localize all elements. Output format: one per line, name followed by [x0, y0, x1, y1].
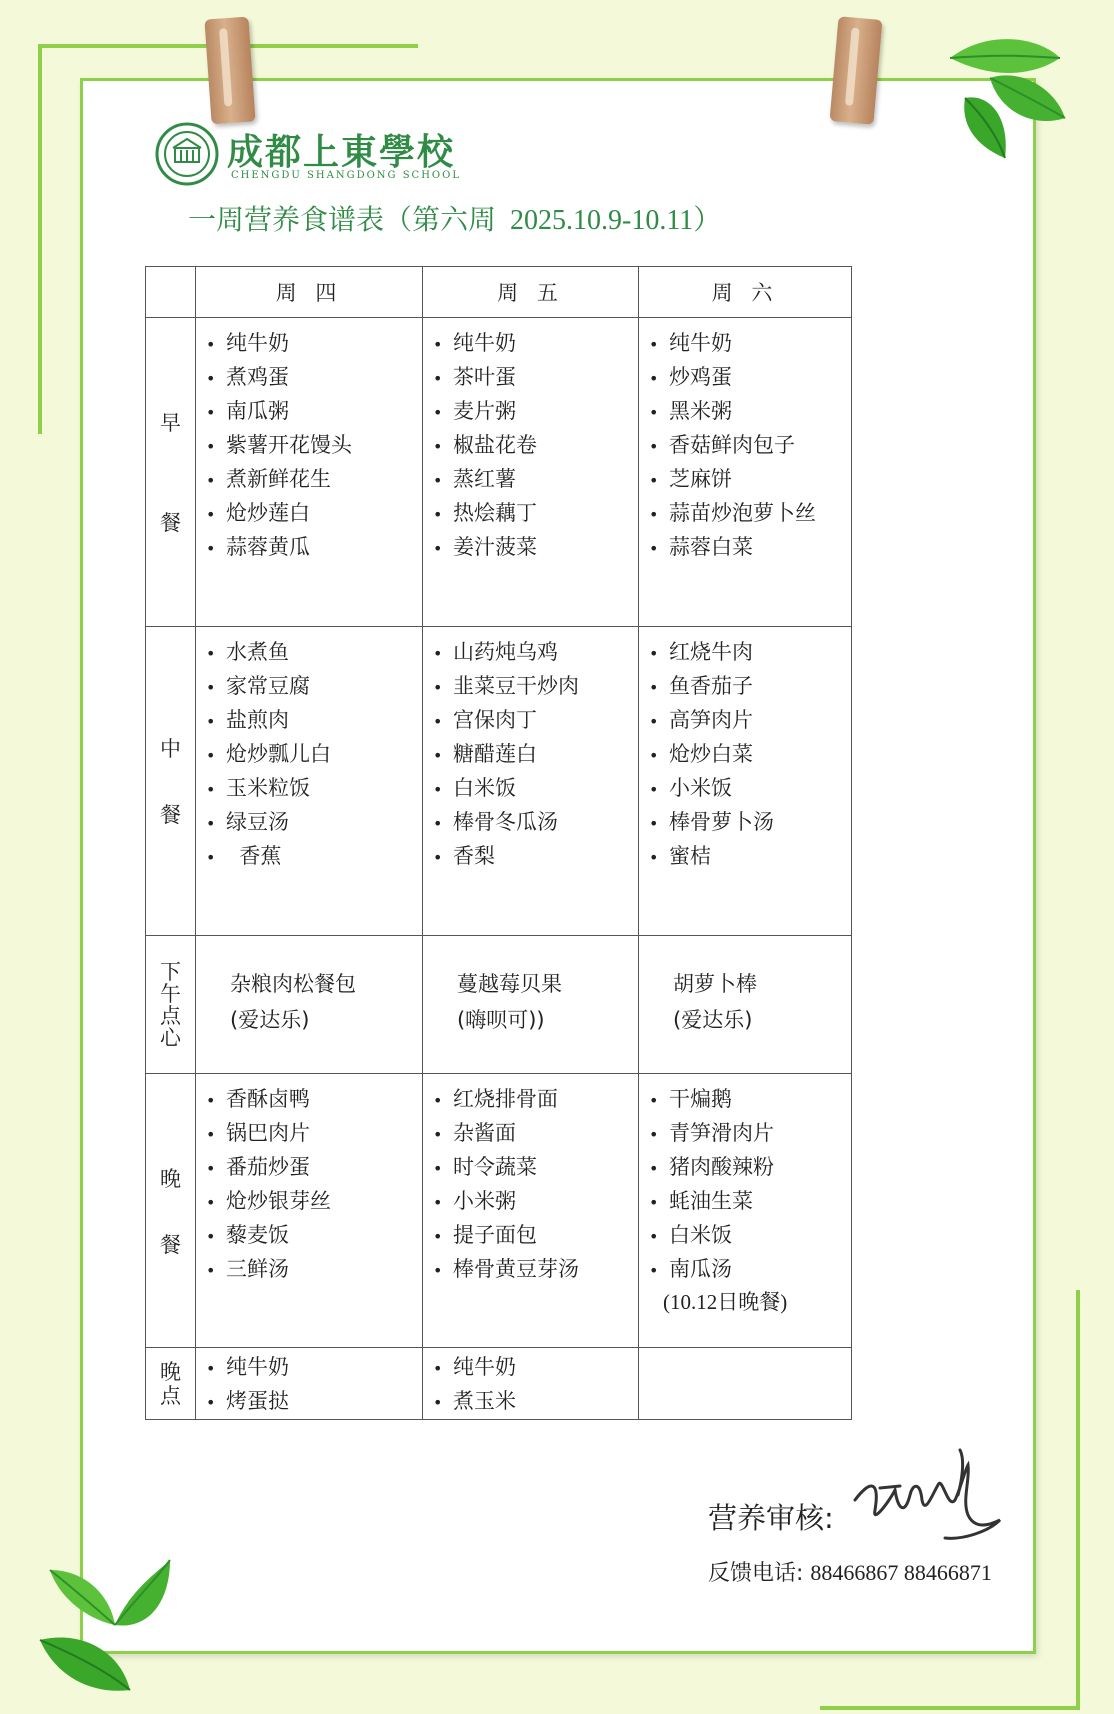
- review-label: 营养审核:: [708, 1501, 834, 1535]
- menu-item: • 纯牛奶: [206, 326, 422, 360]
- menu-item: • 香蕉: [206, 839, 422, 873]
- meal-row-lunch: [146, 627, 852, 936]
- menu-cell: [423, 1348, 639, 1420]
- menu-item: • 煮鸡蛋: [206, 360, 422, 394]
- dinner-date-note: (10.12日晚餐): [663, 1290, 788, 1314]
- menu-item: • 番茄炒蛋: [206, 1150, 422, 1184]
- menu-cell: [639, 1074, 852, 1348]
- menu-cell: [423, 318, 639, 627]
- menu-item: • 炝炒白菜: [649, 737, 851, 771]
- menu-item: • 三鲜汤: [206, 1252, 422, 1286]
- menu-item: • 炒鸡蛋: [649, 360, 851, 394]
- school-name-cn: 成都上東學校: [227, 131, 456, 173]
- menu-cell: [196, 627, 423, 936]
- menu-item: • 鱼香茄子: [649, 669, 851, 703]
- menu-item: • 韭菜豆干炒肉: [433, 669, 638, 703]
- menu-table: [145, 266, 852, 1420]
- menu-item: • 炝炒瓢儿白: [206, 737, 422, 771]
- snack-brand: (爱达乐): [673, 1008, 753, 1032]
- menu-item: • 家常豆腐: [206, 669, 422, 703]
- menu-item: • 蚝油生菜: [649, 1184, 851, 1218]
- meal-row-dinner: [146, 1074, 852, 1348]
- menu-item: • 糖醋莲白: [433, 737, 638, 771]
- day-header: 周 四: [196, 267, 423, 318]
- menu-item: • 山药炖乌鸡: [433, 635, 638, 669]
- menu-item: • 煮玉米: [433, 1384, 638, 1418]
- meal-row-late-snack: [146, 1348, 852, 1420]
- meal-label: 点: [160, 1383, 181, 1408]
- nutrition-review: [708, 1496, 834, 1537]
- paper-clip-left: [204, 17, 255, 125]
- meal-label: 早: [160, 411, 181, 435]
- meal-row-breakfast: [146, 318, 852, 627]
- menu-item: • 香梨: [433, 839, 638, 873]
- menu-item: • 杂酱面: [433, 1116, 638, 1150]
- menu-item: • 提子面包: [433, 1218, 638, 1252]
- leaf-bottom-left-icon: [20, 1530, 180, 1700]
- snack-item: 杂粮肉松餐包: [230, 972, 356, 996]
- title-main: 一周营养食谱表（第六周: [188, 203, 497, 236]
- school-logo: [155, 122, 461, 186]
- menu-item: • 香菇鲜肉包子: [649, 428, 851, 462]
- meal-label-cell: [146, 318, 196, 627]
- menu-item: • 芝麻饼: [649, 462, 851, 496]
- menu-item: • 姜汁菠菜: [433, 530, 638, 564]
- menu-cell: [639, 318, 852, 627]
- meal-label: 餐: [160, 1232, 181, 1257]
- menu-cell: [196, 1348, 423, 1420]
- menu-item: • 玉米粒饭: [206, 771, 422, 805]
- menu-item: • 干煸鹅: [649, 1082, 851, 1116]
- menu-item: • 南瓜汤: [649, 1252, 851, 1286]
- menu-item: • 椒盐花卷: [433, 428, 638, 462]
- meal-label-cell: [146, 1074, 196, 1348]
- menu-item: • 炝炒莲白: [206, 496, 422, 530]
- leaf-top-right-icon: [930, 18, 1080, 168]
- menu-item: • 猪肉酸辣粉: [649, 1150, 851, 1184]
- paper-clip-right: [830, 16, 883, 124]
- menu-item: • 藜麦饭: [206, 1218, 422, 1252]
- school-emblem-icon: [155, 122, 219, 186]
- title-date: 2025.10.9-10.11）: [510, 205, 722, 236]
- menu-item: • 纯牛奶: [433, 326, 638, 360]
- menu-item: • 纯牛奶: [206, 1350, 422, 1384]
- menu-cell: [196, 936, 423, 1074]
- menu-item: • 热烩藕丁: [433, 496, 638, 530]
- signature-icon: [850, 1440, 1010, 1550]
- phone-label: 反馈电话:: [708, 1561, 804, 1586]
- menu-item: • 蒸红薯: [433, 462, 638, 496]
- menu-item: • 红烧排骨面: [433, 1082, 638, 1116]
- school-name-en: CHENGDU SHANGDONG SCHOOL: [231, 170, 461, 181]
- feedback-phone: [708, 1556, 992, 1587]
- menu-item: • 盐煎肉: [206, 703, 422, 737]
- menu-item: • 白米饭: [433, 771, 638, 805]
- menu-item: • 蜜桔: [649, 839, 851, 873]
- menu-item: • 小米饭: [649, 771, 851, 805]
- phone-numbers: 88466867 88466871: [810, 1560, 992, 1585]
- header-row: [146, 267, 852, 318]
- menu-cell: [423, 1074, 639, 1348]
- menu-item: • 黑米粥: [649, 394, 851, 428]
- menu-item: • 麦片粥: [433, 394, 638, 428]
- day-header: 周 六: [639, 267, 852, 318]
- snack-brand: (爱达乐): [230, 1008, 310, 1032]
- frame-line-left: [38, 44, 42, 434]
- meal-label: 心: [160, 1025, 181, 1050]
- frame-line-bottom: [820, 1706, 1080, 1710]
- menu-item: • 红烧牛肉: [649, 635, 851, 669]
- meal-label: 中: [160, 737, 181, 761]
- meal-row-snack: [146, 936, 852, 1074]
- menu-cell: [423, 936, 639, 1074]
- menu-item: • 香酥卤鸭: [206, 1082, 422, 1116]
- page-title: [188, 198, 721, 238]
- menu-item: • 青笋滑肉片: [649, 1116, 851, 1150]
- menu-item: • 水煮鱼: [206, 635, 422, 669]
- menu-item: • 锅巴肉片: [206, 1116, 422, 1150]
- menu-item: • 小米粥: [433, 1184, 638, 1218]
- meal-label: 晚: [160, 1166, 181, 1191]
- menu-item: • 绿豆汤: [206, 805, 422, 839]
- menu-cell: [423, 627, 639, 936]
- menu-item: • 蒜苗炒泡萝卜丝: [649, 496, 851, 530]
- snack-brand: (嗨呗可)): [457, 1008, 545, 1032]
- menu-item: • 纯牛奶: [649, 326, 851, 360]
- menu-item: • 高笋肉片: [649, 703, 851, 737]
- snack-item: 胡萝卜棒: [673, 972, 757, 996]
- menu-item: • 炝炒银芽丝: [206, 1184, 422, 1218]
- header-corner: [146, 267, 196, 318]
- day-header: 周 五: [423, 267, 639, 318]
- menu-item: • 蒜蓉白菜: [649, 530, 851, 564]
- menu-item: • 紫薯开花馒头: [206, 428, 422, 462]
- menu-item: • 蒜蓉黄瓜: [206, 530, 422, 564]
- meal-label: 餐: [160, 511, 181, 535]
- meal-label-cell: [146, 936, 196, 1074]
- menu-cell: [639, 936, 852, 1074]
- meal-label-cell: [146, 1348, 196, 1420]
- menu-item: • 白米饭: [649, 1218, 851, 1252]
- menu-item: • 棒骨黄豆芽汤: [433, 1252, 638, 1286]
- meal-label: 午: [160, 981, 181, 1006]
- menu-cell-empty: [639, 1348, 852, 1420]
- menu-item: • 宫保肉丁: [433, 703, 638, 737]
- menu-item: • 南瓜粥: [206, 394, 422, 428]
- meal-label-cell: [146, 627, 196, 936]
- menu-item: • 煮新鲜花生: [206, 462, 422, 496]
- menu-item: • 烤蛋挞: [206, 1384, 422, 1418]
- menu-cell: [639, 627, 852, 936]
- meal-label: 餐: [160, 803, 181, 827]
- menu-item: • 茶叶蛋: [433, 360, 638, 394]
- menu-cell: [196, 1074, 423, 1348]
- meal-label: 下: [160, 959, 181, 984]
- frame-line-right: [1076, 1290, 1080, 1710]
- menu-cell: [196, 318, 423, 627]
- snack-item: 蔓越莓贝果: [457, 972, 562, 996]
- menu-item: • 棒骨冬瓜汤: [433, 805, 638, 839]
- menu-item: • 时令蔬菜: [433, 1150, 638, 1184]
- meal-label: 晚: [160, 1359, 181, 1384]
- menu-item: • 棒骨萝卜汤: [649, 805, 851, 839]
- meal-label: 点: [160, 1003, 181, 1028]
- menu-item: • 纯牛奶: [433, 1350, 638, 1384]
